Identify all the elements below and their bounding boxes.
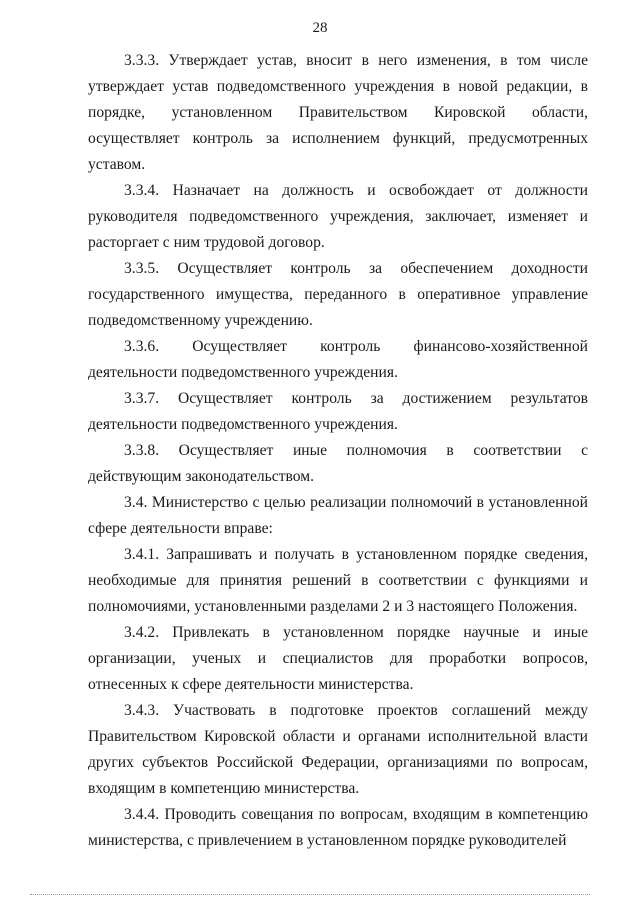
paragraph-3-3-3: 3.3.3. Утверждает устав, вносит в него изменения, в том числе утверждает устав подведомственного учреждения в новой редакции, в порядке, установленном Правительством Кировской области, осуществляет контроль за исполнением функций, предусмотренных уставом. [88,52,588,173]
scan-artifact-line [30,894,590,895]
paragraph-3-4-3: 3.4.3. Участвовать в подготовке проектов соглашений между Правительством Кировской области и органами исполнительной власти других субъектов Российской Федерации, организациями по вопросам, входящим в компетенцию министерства. [88,702,588,797]
paragraph-3-3-7: 3.3.7. Осуществляет контроль за достижением результатов деятельности подведомственного учреждения. [88,390,588,433]
paragraph-3-4: 3.4. Министерство с целью реализации полномочий в установленной сфере деятельности вправе: [88,494,588,537]
paragraph-3-3-4: 3.3.4. Назначает на должность и освобождает от должности руководителя подведомственного учреждения, заключает, изменяет и расторгает с ним трудовой договор. [88,182,588,251]
paragraph-3-3-6: 3.3.6. Осуществляет контроль финансово-хозяйственной деятельности подведомственного учреждения. [88,338,588,381]
document-body [88,48,588,854]
paragraph-3-4-1: 3.4.1. Запрашивать и получать в установленном порядке сведения, необходимые для принятия решений в соответствии с функциями и полномочиями, установленными разделами 2 и 3 настоящего Положения. [88,546,588,615]
paragraph-3-4-4: 3.4.4. Проводить совещания по вопросам, входящим в компетенцию министерства, с привлечением в установленном порядке руководителей [88,806,588,849]
page-number: 28 [312,20,328,36]
paragraph-3-3-5: 3.3.5. Осуществляет контроль за обеспечением доходности государственного имущества, переданного в оперативное управление подведомственному учреждению. [88,260,588,329]
paragraph-3-4-2: 3.4.2. Привлекать в установленном порядке научные и иные организации, ученых и специалистов для проработки вопросов, отнесенных к сфере деятельности министерства. [88,624,588,693]
paragraph-3-3-8: 3.3.8. Осуществляет иные полномочия в соответствии с действующим законодательством. [88,442,588,485]
